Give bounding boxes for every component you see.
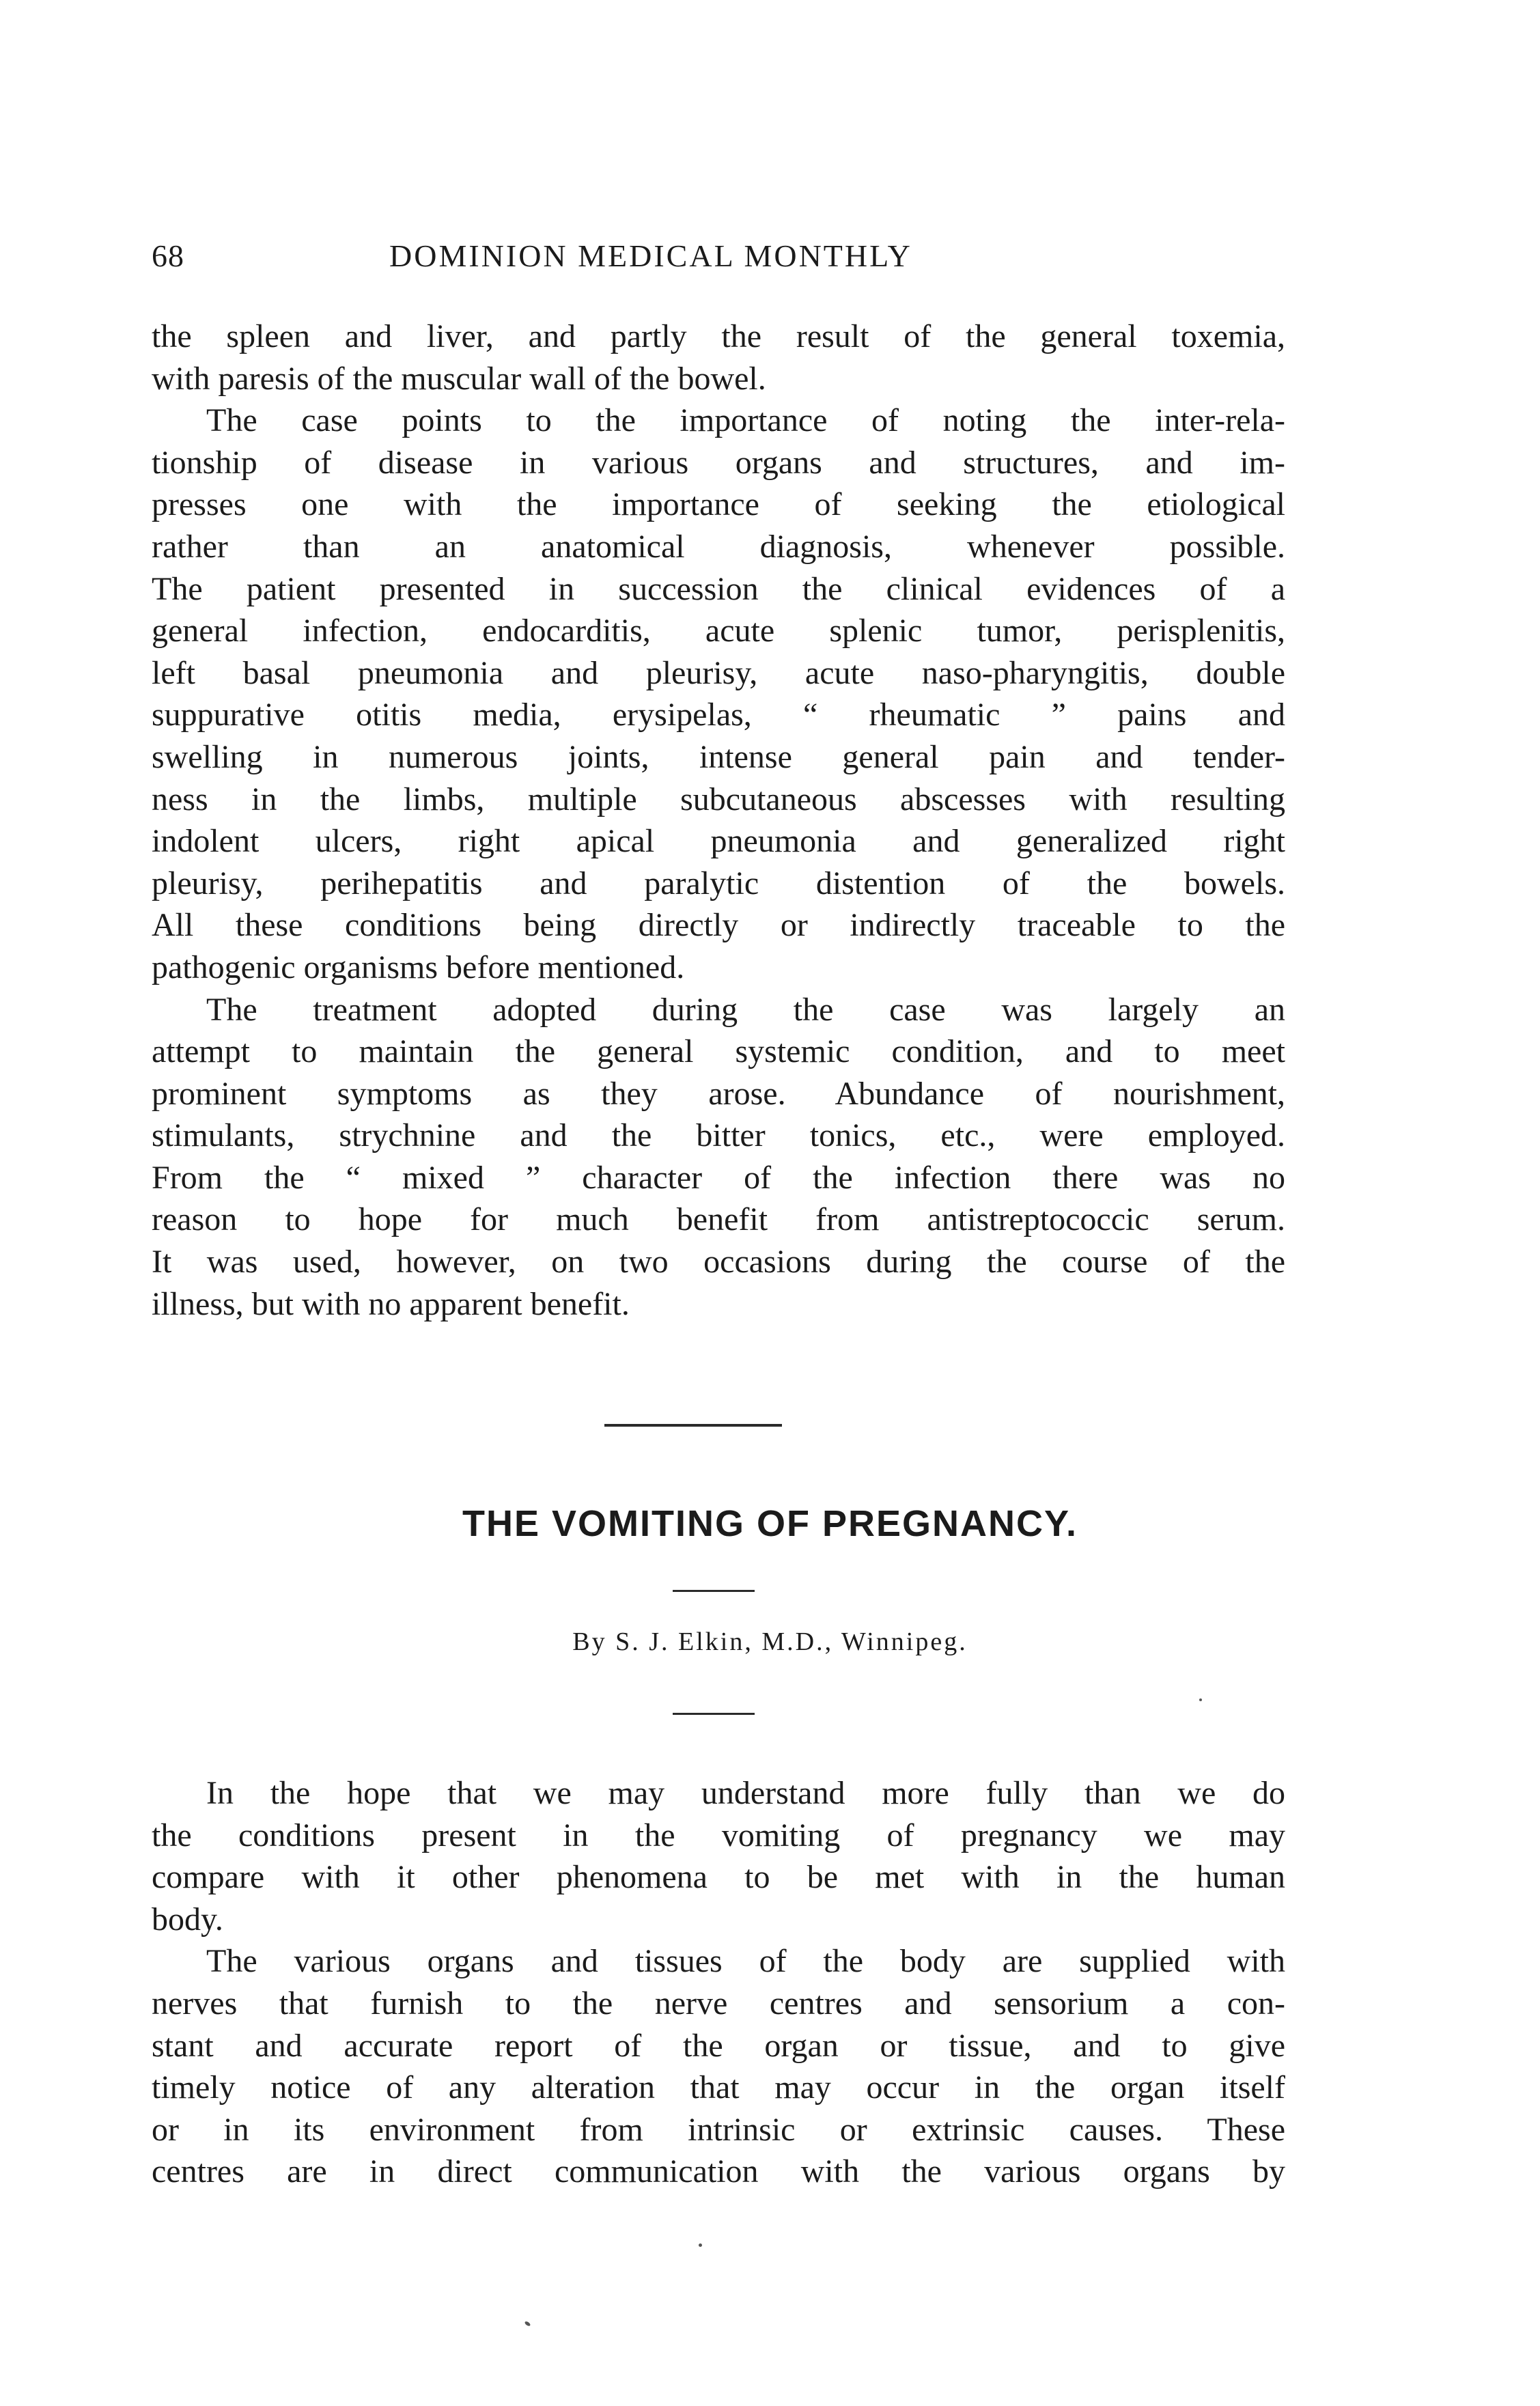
text-line: the spleen and liver, and partly the result of the general toxemia, — [152, 318, 1285, 354]
text-line: or in its environment from intrinsic or extrinsic causes. These — [152, 2111, 1285, 2148]
case-report-conclusion — [152, 316, 1285, 1325]
title-divider — [673, 1590, 755, 1592]
text-line: The treatment adopted during the case was largely an — [206, 991, 1285, 1028]
text-line: ness in the limbs, multiple subcutaneous abscesses with resulting — [152, 781, 1285, 817]
scan-speck — [524, 2321, 531, 2327]
text-line: stant and accurate report of the organ or tissue, and to give — [152, 2027, 1285, 2064]
text-line: with paresis of the muscular wall of the bowel. — [152, 360, 766, 397]
byline-divider — [673, 1713, 755, 1715]
text-line: suppurative otitis media, erysipelas, “ rheumatic ” pains and — [152, 697, 1285, 733]
text-line: prominent symptoms as they arose. Abundance of nourishment, — [152, 1075, 1285, 1112]
text-line: stimulants, strychnine and the bitter tonics, etc., were employed. — [152, 1117, 1285, 1154]
text-line: illness, but with no apparent benefit. — [152, 1285, 630, 1322]
scan-speck — [1199, 1698, 1202, 1701]
text-line: nerves that furnish to the nerve centres and sensorium a con- — [152, 1985, 1285, 2022]
text-line: swelling in numerous joints, intense general pain and tender- — [152, 738, 1285, 775]
text-line: compare with it other phenomena to be met with in the human — [152, 1859, 1285, 1896]
text-line: body. — [152, 1901, 223, 1938]
text-line: rather than an anatomical diagnosis, whenever possible. — [152, 528, 1285, 565]
article-body — [152, 1772, 1285, 2193]
text-line: general infection, endocarditis, acute splenic tumor, perisplenitis, — [152, 613, 1285, 649]
text-line: the conditions present in the vomiting of pregnancy we may — [152, 1817, 1285, 1854]
text-line: timely notice of any alteration that may occur in the organ itself — [152, 2069, 1285, 2106]
author-byline: By S. J. Elkin, M.D., Winnipeg. — [572, 1627, 968, 1656]
text-line: attempt to maintain the general systemic condition, and to meet — [152, 1033, 1285, 1070]
text-line: pleurisy, perihepatitis and paralytic distention of the bowels. — [152, 865, 1285, 901]
text-line: The patient presented in succession the clinical evidences of a — [152, 570, 1285, 607]
text-line: left basal pneumonia and pleurisy, acute naso-pharyngitis, double — [152, 654, 1285, 691]
scan-speck — [699, 2243, 702, 2247]
text-line: pathogenic organisms before mentioned. — [152, 949, 685, 985]
text-line: All these conditions being directly or indirectly traceable to the — [152, 907, 1285, 944]
text-line: It was used, however, on two occasions during the course of the — [152, 1244, 1285, 1281]
text-line: reason to hope for much benefit from antistreptococcic serum. — [152, 1201, 1285, 1238]
text-line: In the hope that we may understand more fully than we do — [206, 1775, 1285, 1811]
text-line: centres are in direct communication with the various organs by — [152, 2153, 1285, 2190]
text-line: From the “ mixed ” character of the infection there was no — [152, 1159, 1285, 1196]
page-number: 68 — [152, 238, 184, 273]
text-line: The various organs and tissues of the body are supplied with — [206, 1943, 1285, 1980]
text-line: indolent ulcers, right apical pneumonia and generalized right — [152, 823, 1285, 860]
section-divider — [604, 1424, 782, 1427]
text-line: tionship of disease in various organs and structures, and im- — [152, 444, 1285, 481]
text-line: presses one with the importance of seeking the etiological — [152, 486, 1285, 523]
text-line: The case points to the importance of noting the inter-rela- — [206, 402, 1285, 439]
article-title: THE VOMITING OF PREGNANCY. — [462, 1503, 1078, 1544]
running-head — [0, 238, 1540, 285]
journal-title: DOMINION MEDICAL MONTHLY — [389, 238, 912, 273]
